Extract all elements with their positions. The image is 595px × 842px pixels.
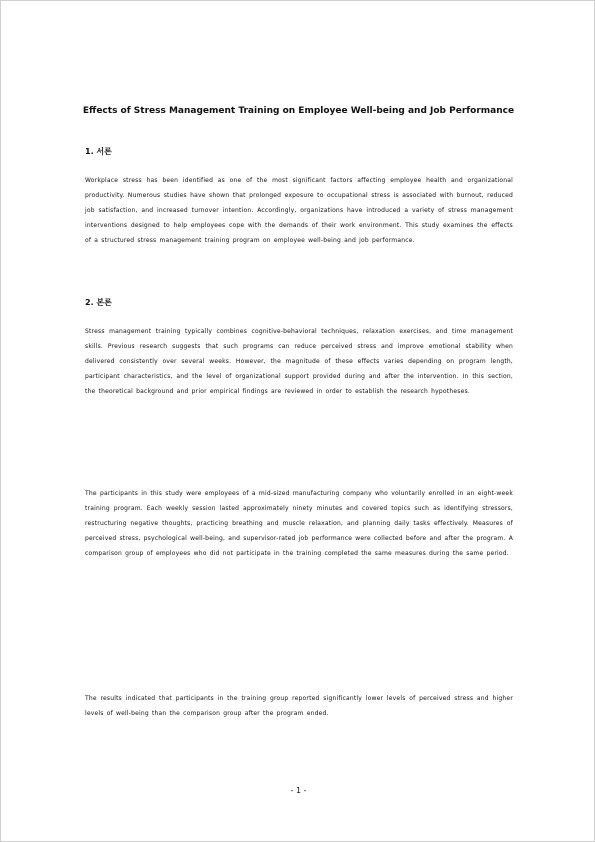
paragraph-body-2: The participants in this study were employees of a mid-sized manufacturing company who voluntarily enrolled in an eight-week training program. Each weekly session lasted approximately ninety minutes and covered topics such as identifying stressors, restructuring negative thoughts, practicing breathing and muscle relaxation, and planning daily tasks effectively. Measures of perceived stress, psychological well-being, and supervisor-rated job performance were collected before and after the program. A comparison group of employees who did not participate in the training completed the same measures during the same period.	[85, 490, 513, 557]
section-heading-body: 2. 본론	[85, 298, 112, 307]
section-heading-introduction: 1. 서론	[85, 147, 112, 156]
document-title: Effects of Stress Management Training on Employee Well-being and Job Performance	[82, 106, 515, 116]
page-number: - 1 -	[290, 786, 307, 795]
paragraph-body-1: Stress management training typically combines cognitive-behavioral techniques, relaxation exercises, and time management skills. Previous research suggests that such programs can reduce perceived stress and improve emotional stability when delivered consistently over several weeks. However, the magnitude of these effects varies depending on program length, participant characteristics, and the level of organizational support provided during and after the intervention. In this section, the theoretical background and prior empirical findings are reviewed in order to establish the research hypotheses.	[85, 328, 513, 395]
paragraph-body-3: The results indicated that participants in the training group reported significantly lower levels of perceived stress and higher levels of well-being than the comparison group after the program ended.	[85, 695, 513, 717]
paragraph-introduction: Workplace stress has been identified as one of the most significant factors affecting employee health and organizational productivity. Numerous studies have shown that prolonged exposure to occupational stress is associated with burnout, reduced job satisfaction, and increased turnover intention. Accordingly, organizations have introduced a variety of stress management interventions designed to help employees cope with the demands of their work environment. This study examines the effects of a structured stress management training program on employee well-being and job performance.	[85, 177, 513, 244]
